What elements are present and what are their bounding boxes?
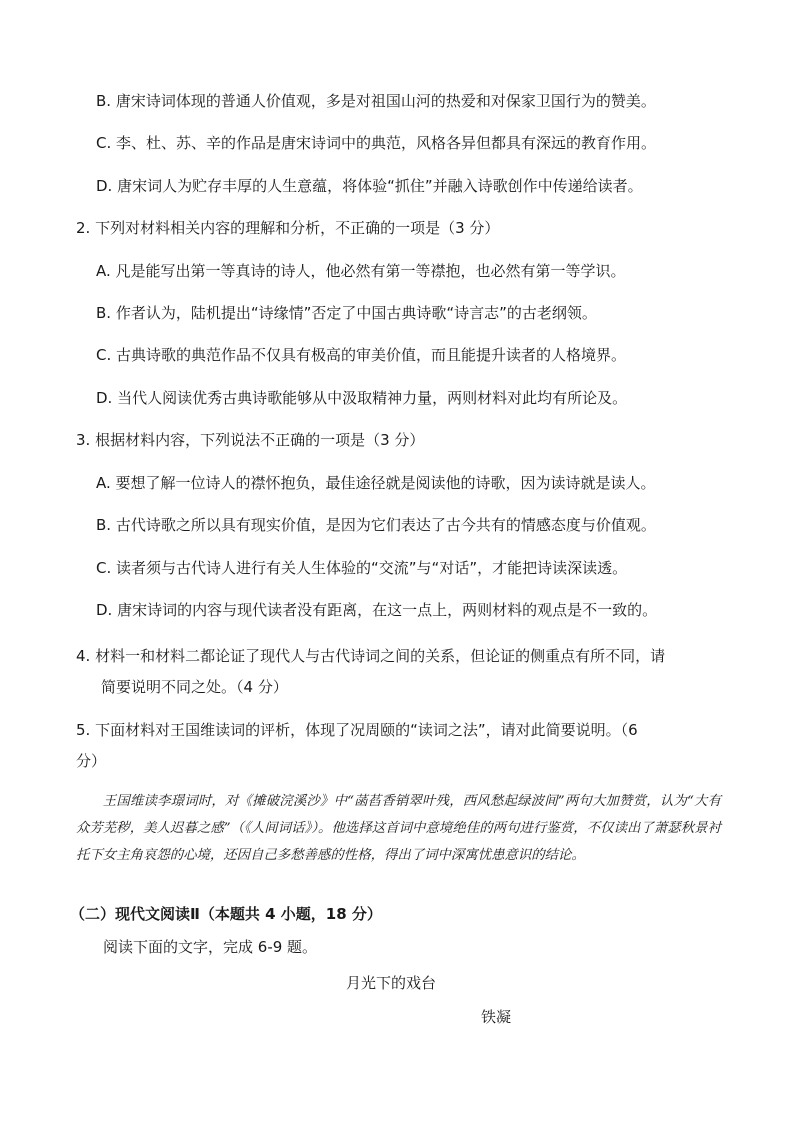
q2-stem: 2. 下列对材料相关内容的理解和分析，不正确的一项是（3 分） — [76, 219, 500, 237]
article-title: 月光下的戏台 — [346, 974, 437, 992]
article-author: 铁凝 — [481, 1008, 512, 1026]
q3-option-b: B. 古代诗歌之所以具有现实价值，是因为它们表达了古今共有的情感态度与价值观。 — [96, 516, 656, 534]
section-heading: （二）现代文阅读Ⅱ（本题共 4 小题，18 分） — [70, 905, 382, 923]
q2-option-b: B. 作者认为，陆机提出“诗缘情”否定了中国古典诗歌“诗言志”的古老纲领。 — [96, 304, 597, 322]
q5-stem-line2: 分） — [76, 752, 107, 770]
q1-option-c: C. 李、杜、苏、辛的作品是唐宋诗词中的典范，风格各异但都具有深远的教育作用。 — [96, 134, 657, 152]
q3-option-c: C. 读者须与古代诗人进行有关人生体验的“交流”与“对话”，才能把诗读深读透。 — [96, 559, 628, 577]
q4-stem-line1: 4. 材料一和材料二都论证了现代人与古代诗词之间的关系，但论证的侧重点有所不同，请 — [76, 647, 666, 665]
q1-option-b: B. 唐宋诗词体现的普通人价值观，多是对祖国山河的热爱和对保家卫国行为的赞美。 — [96, 92, 656, 110]
q3-option-d: D. 唐宋诗词的内容与现代读者没有距离，在这一点上，两则材料的观点是不一致的。 — [96, 601, 658, 619]
q4-stem-line2: 简要说明不同之处。（4 分） — [101, 678, 288, 696]
material-passage: 王国维读李璟词时，对《摊破浣溪沙》中“菡萏香销翠叶残，西风愁起绿波间”两句大加赞赏，认为“大有众芳芜秽，美人迟暮之感”（《人间词话》）。他选择这首词中意境绝佳的两句进行鉴赏，不仅读出了萧瑟秋景衬托下女主角哀怨的心境，还因自己多愁善感的性格，得出了词中深寓忧患意识的结论。 — [76, 794, 721, 863]
q2-option-a: A. 凡是能写出第一等真诗的诗人，他必然有第一等襟抱，也必然有第一等学识。 — [96, 262, 626, 280]
section-instruction: 阅读下面的文字，完成 6-9 题。 — [103, 938, 318, 956]
q3-option-a: A. 要想了解一位诗人的襟怀抱负，最佳途径就是阅读他的诗歌，因为读诗就是读人。 — [96, 474, 656, 492]
q2-option-d: D. 当代人阅读优秀古典诗歌能够从中汲取精神力量，两则材料对此均有所论及。 — [96, 389, 628, 407]
q2-option-c: C. 古典诗歌的典范作品不仅具有极高的审美价值，而且能提升读者的人格境界。 — [96, 346, 627, 364]
q1-option-d: D. 唐宋词人为贮存丰厚的人生意蕴，将体验“抓住”并融入诗歌创作中传递给读者。 — [96, 177, 643, 195]
q3-stem: 3. 根据材料内容，下列说法不正确的一项是（3 分） — [76, 431, 425, 449]
q5-stem-line1: 5. 下面材料对王国维读词的评析，体现了况周颐的“读词之法”，请对此简要说明。（6 — [76, 721, 638, 739]
